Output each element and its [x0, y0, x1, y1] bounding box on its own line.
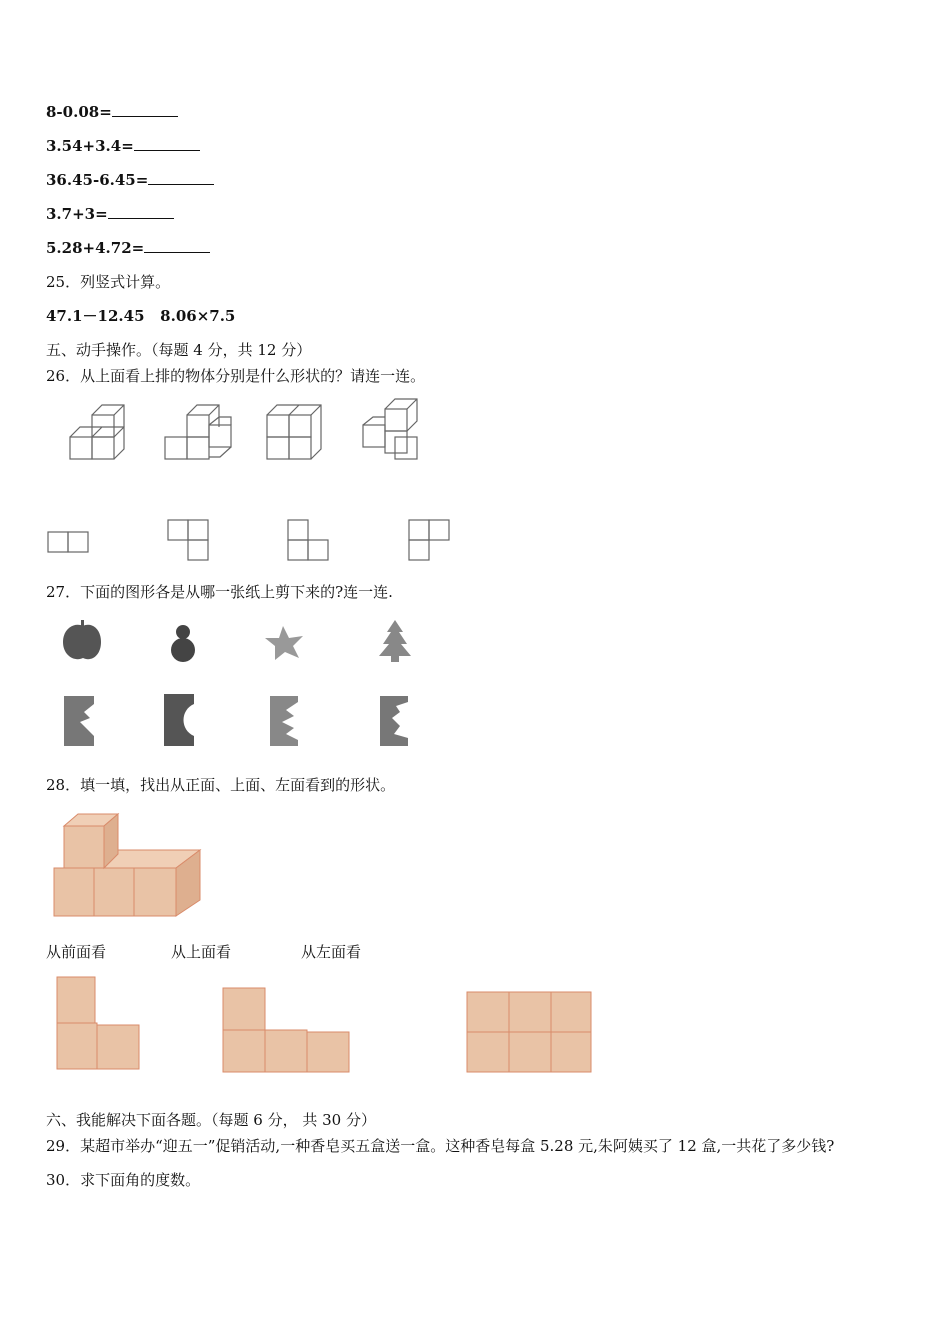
paper-3 — [270, 696, 298, 746]
front-view-shape — [57, 977, 139, 1069]
calc-line-1 — [46, 102, 178, 122]
section5-title: 五、动手操作。（每题 4 分，共 12 分） — [46, 341, 312, 359]
q26-title: 26．从上面看上排的物体分别是什么形状的？请连一连。 — [46, 367, 426, 385]
paper-2 — [164, 694, 194, 746]
gourd-shape — [171, 625, 195, 662]
section6-title: 六、我能解决下面各题。（每题 6 分， 共 30 分） — [46, 1111, 376, 1129]
paper-1 — [64, 696, 94, 746]
q27-title: 27．下面的图形各是从哪一张纸上剪下来的?连一连. — [46, 583, 393, 601]
calc-line-5 — [46, 238, 210, 258]
top-view-shape — [223, 988, 349, 1072]
object-4 — [363, 399, 417, 459]
object-2 — [165, 405, 231, 459]
calc-expr: 3.54+3.4= — [46, 137, 134, 155]
q29-text: 29．某超市举办“迎五一”促销活动,一种香皂买五盒送一盒。这种香皂每盒 5.28 元,朱阿姨买了 12 盒,一共花了多少钱? — [46, 1137, 835, 1155]
apple-shape — [63, 620, 101, 659]
label-top-view: 从上面看 — [171, 943, 232, 961]
q26-objects — [60, 395, 440, 475]
object-3 — [267, 405, 321, 459]
q27-cutouts — [55, 618, 425, 668]
left-view-shape — [467, 992, 591, 1072]
answer-blank[interactable] — [134, 136, 200, 151]
calc-line-2 — [46, 136, 200, 156]
object-1 — [70, 405, 124, 459]
q28-title: 28．填一填，找出从正面、上面、左面看到的形状。 — [46, 776, 396, 794]
q30-text: 30．求下面角的度数。 — [46, 1171, 201, 1189]
calc-line-3 — [46, 170, 214, 190]
calc-expr: 5.28+4.72= — [46, 239, 145, 257]
answer-blank[interactable] — [144, 238, 210, 253]
answer-blank[interactable] — [108, 204, 174, 219]
calc-expr: 3.7+3= — [46, 205, 108, 223]
q28-views — [55, 975, 600, 1075]
q27-papers — [60, 690, 420, 750]
q26-top-views — [46, 518, 456, 564]
label-front-view: 从前面看 — [46, 943, 107, 961]
calc-line-4 — [46, 204, 174, 224]
calc-expr: 36.45-6.45= — [46, 171, 149, 189]
answer-blank[interactable] — [112, 102, 178, 117]
label-left-view: 从左面看 — [301, 943, 362, 961]
paper-4 — [380, 696, 408, 746]
q25-expressions: 47.1－12.45 8.06×7.5 — [46, 307, 236, 325]
answer-blank[interactable] — [148, 170, 214, 185]
flower-shape — [265, 626, 303, 660]
q28-solid — [50, 810, 210, 922]
tree-shape — [379, 620, 411, 662]
calc-expr: 8-0.08= — [46, 103, 112, 121]
q25-title: 25．列竖式计算。 — [46, 273, 171, 291]
